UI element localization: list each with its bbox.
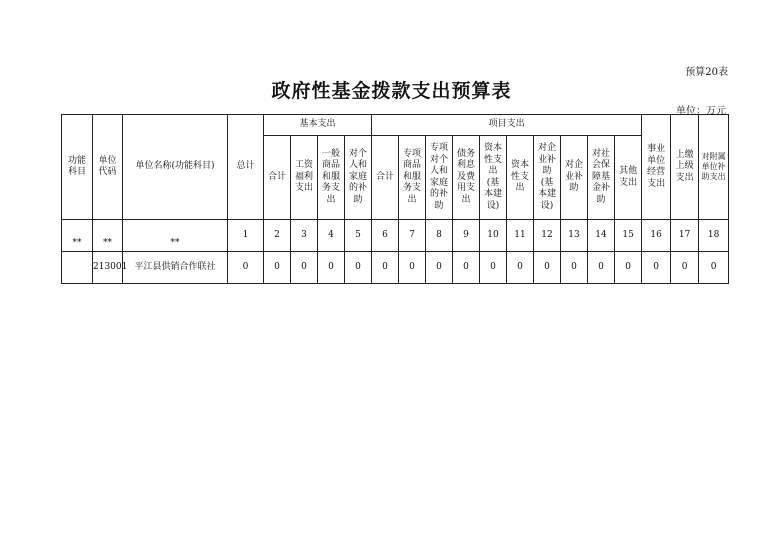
index-number: 10	[480, 220, 507, 252]
cell-value: 0	[228, 252, 264, 284]
header-project-group: 项目支出	[372, 115, 642, 136]
table-row	[62, 252, 729, 284]
index-number: 8	[426, 220, 453, 252]
cell-func-code	[62, 252, 93, 284]
header-project-col-9: 对社会保障基金补助	[588, 136, 615, 220]
header-basic-col-4: 对个人和家庭的补助	[345, 136, 372, 220]
header-basic-group: 基本支出	[264, 115, 372, 136]
cell-value: 0	[534, 252, 561, 284]
cell-value: 0	[318, 252, 345, 284]
header-unit-name: 单位名称(功能科目)	[123, 115, 228, 220]
index-number: 9	[453, 220, 480, 252]
header-tail-1: 事业单位经营支出	[642, 115, 671, 220]
index-number: 12	[534, 220, 561, 252]
index-star-1: **	[62, 220, 93, 252]
index-star-2: **	[93, 220, 123, 252]
header-unit-code: 单位代码	[93, 115, 123, 220]
budget-table	[61, 114, 729, 284]
index-number: 18	[699, 220, 729, 252]
index-number: 17	[671, 220, 699, 252]
header-project-col-7: 对企业补助(基本建设)	[534, 136, 561, 220]
cell-value: 0	[264, 252, 291, 284]
header-project-col-8: 对企业补助	[561, 136, 588, 220]
index-number: 4	[318, 220, 345, 252]
header-tail-2: 上缴上级支出	[671, 115, 699, 220]
index-number: 6	[372, 220, 399, 252]
index-number: 11	[507, 220, 534, 252]
header-basic-col-3: 一般商品和服务支出	[318, 136, 345, 220]
cell-value: 0	[642, 252, 671, 284]
index-number: 16	[642, 220, 671, 252]
header-project-col-3: 专项对个人和家庭的补助	[426, 136, 453, 220]
index-number: 3	[291, 220, 318, 252]
header-total: 总计	[228, 115, 264, 220]
cell-value: 0	[507, 252, 534, 284]
cell-value: 0	[480, 252, 507, 284]
page-title: 政府性基金拨款支出预算表	[271, 80, 512, 102]
cell-value: 0	[453, 252, 480, 284]
index-number: 14	[588, 220, 615, 252]
cell-unit-code: 213001	[93, 252, 123, 284]
cell-unit-name: 平江县供销合作联社	[123, 252, 228, 284]
header-project-col-4: 债务利息及费用支出	[453, 136, 480, 220]
cell-value: 0	[561, 252, 588, 284]
index-number: 13	[561, 220, 588, 252]
form-number: 预算20表	[685, 67, 728, 78]
index-number: 7	[399, 220, 426, 252]
header-project-col-6: 资本性支出	[507, 136, 534, 220]
header-project-col-10: 其他支出	[615, 136, 642, 220]
header-row-1	[62, 115, 729, 136]
cell-value: 0	[345, 252, 372, 284]
cell-value: 0	[588, 252, 615, 284]
header-project-col-1: 合计	[372, 136, 399, 220]
header-basic-col-1: 合计	[264, 136, 291, 220]
index-number: 5	[345, 220, 372, 252]
index-number: 2	[264, 220, 291, 252]
header-tail-3: 对附属单位补助支出	[699, 115, 729, 220]
header-basic-col-2: 工资福利支出	[291, 136, 318, 220]
cell-value: 0	[426, 252, 453, 284]
cell-value: 0	[699, 252, 729, 284]
header-project-col-5: 资本性支出(基本建设)	[480, 136, 507, 220]
header-func-code: 功能科目	[62, 115, 93, 220]
cell-value: 0	[615, 252, 642, 284]
cell-value: 0	[671, 252, 699, 284]
index-number: 1	[228, 220, 264, 252]
cell-value: 0	[399, 252, 426, 284]
index-star-3: **	[123, 220, 228, 252]
unit-label: 单位：万元	[676, 106, 726, 117]
index-number: 15	[615, 220, 642, 252]
cell-value: 0	[372, 252, 399, 284]
cell-value: 0	[291, 252, 318, 284]
index-row	[62, 220, 729, 252]
header-project-col-2: 专项商品和服务支出	[399, 136, 426, 220]
